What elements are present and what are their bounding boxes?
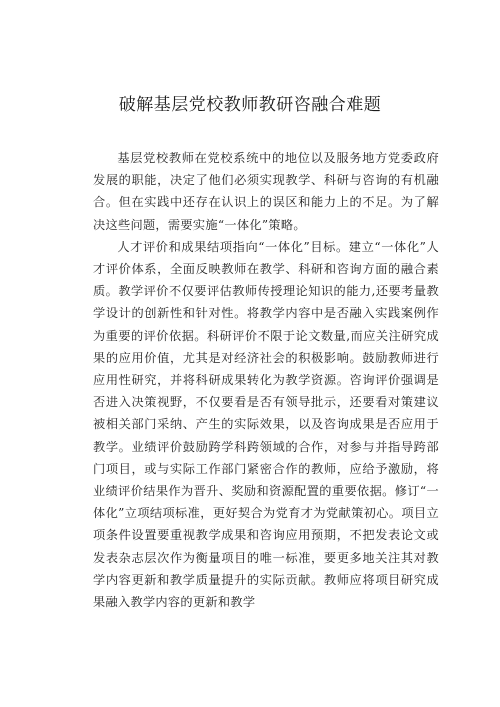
paragraph-evaluation: 人才评价和成果结项指向“一体化”目标。建立“一体化”人才评价体系，全面反映教师在教学、科研和咨询方面的融合素质。教学评价不仅要评估教师传授理论知识的能力,还要考量教学设计的创新性和针对性。将教学内容中是否融入实践案例作为重要的评价依据。科研评价不限于论文数量,而应关注研究成果的应用价值，尤其是对经济社会的积极影响。鼓励教师进行应用性研究，并将科研成果转化为教学资源。咨询评价强调是否进入决策视野，不仅要看是否有领导批示，还要看对策建议被相关部门采纳、产生的实际效果，以及咨询成果是否应用于教学。业绩评价鼓励跨学科跨领域的合作，对参与并指导跨部门项目，或与实际工作部门紧密合作的教师，应给予激励，将业绩评价结果作为晋升、奖励和资源配置的重要依据。修订“一体化”立项结项标准，更好契合为党育才为党献策初心。项目立项条件设置要重视教学成果和咨询应用预期，不把发表论文或发表杂志层次作为衡量项目的唯一标准，要更多地关注其对教学内容更新和教学质量提升的实际贡献。教师应将项目研究成果融入教学内容的更新和教学	[93, 239, 439, 610]
document-title: 破解基层党校教师教研咨融合难题	[118, 95, 382, 115]
paragraph-intro: 基层党校教师在党校系统中的地位以及服务地方党委政府发展的职能，决定了他们必须实现教学、科研与咨询的有机融合。但在实践中还存在认识上的误区和能力上的不足。为了解决这些问题，需要实施“一体化”策略。	[93, 151, 439, 232]
document-body	[93, 147, 439, 613]
